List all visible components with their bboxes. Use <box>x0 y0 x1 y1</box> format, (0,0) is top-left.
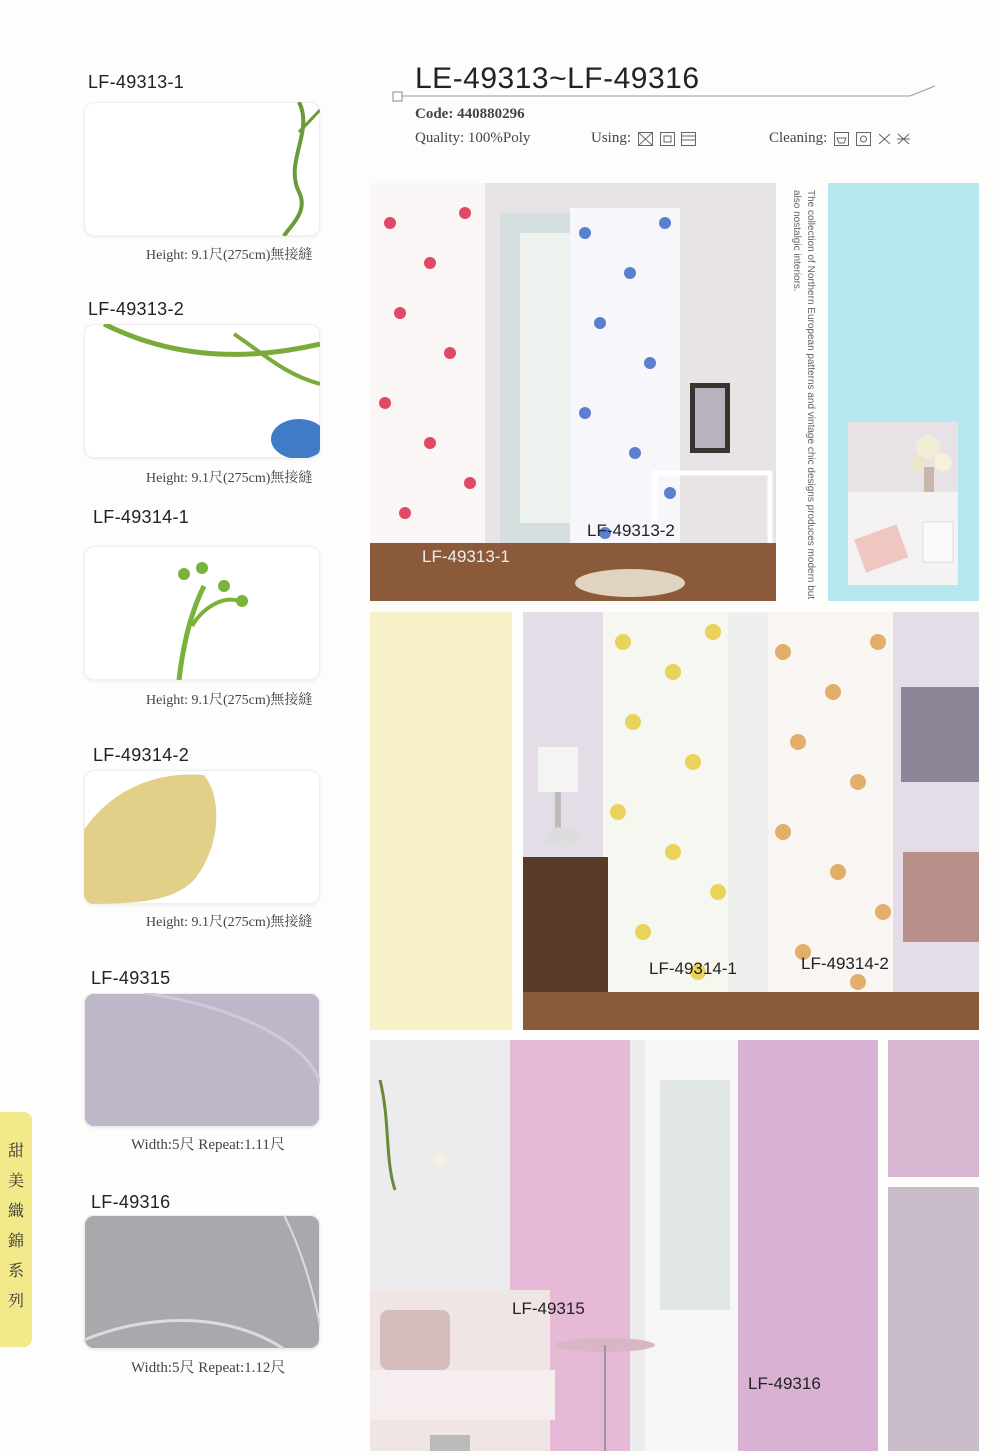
swatch-code: LF-49315 <box>91 968 171 988</box>
cleaning-label: Cleaning: <box>769 130 828 146</box>
swatch-code: LF-49314-1 <box>93 507 190 527</box>
swatch-note: Width:5尺 Repeat:1.11尺 <box>131 1137 285 1153</box>
inset-desk-photo <box>848 422 958 585</box>
hand-wash-icon <box>834 132 849 146</box>
side-tab-char: 織 <box>7 1201 24 1220</box>
swatch-note: Height: 9.1尺(275cm)無接縫 <box>146 248 313 263</box>
pink-color-panel <box>888 1040 979 1177</box>
swatch-code: LF-49314-2 <box>93 745 190 765</box>
series-side-tab <box>0 1112 32 1347</box>
cream-color-panel <box>370 612 512 1030</box>
swatch-code: LF-49313-1 <box>88 72 185 92</box>
no-bleach-icon <box>856 132 871 146</box>
no-iron-icon <box>878 133 891 145</box>
swatch-note: Height: 9.1尺(275cm)無接縫 <box>146 915 313 930</box>
quality-text: Quality: 100%Poly <box>415 130 531 146</box>
swatch-note: Width:5尺 Repeat:1.12尺 <box>131 1360 286 1376</box>
room-photo-1 <box>370 183 776 601</box>
curtain-icon <box>681 132 696 146</box>
header-rule <box>390 84 940 106</box>
side-tab-char: 列 <box>7 1291 24 1310</box>
using-group <box>591 130 696 147</box>
no-dry-clean-icon <box>897 133 910 145</box>
upholstery-icon <box>660 132 675 146</box>
room-photo-2 <box>523 612 979 1030</box>
room-photo-3 <box>370 1040 878 1451</box>
fabric-swatch-49313-1 <box>84 102 320 236</box>
photo-caption: LF-49313-2 <box>587 521 675 540</box>
photo-caption: LF-49314-2 <box>801 954 889 973</box>
photo-caption: LF-49316 <box>748 1374 821 1393</box>
product-code: Code: 440880296 <box>415 106 525 122</box>
side-tab-char: 甜 <box>7 1141 24 1160</box>
page-title: LE-49313~LF-49316 <box>415 62 700 95</box>
collection-description: The collection of Northern European patterns and vintage chic designs produces modern but also nostalgic interiors. <box>791 190 816 600</box>
side-tab-char: 美 <box>7 1171 24 1190</box>
photo-caption: LF-49313-1 <box>422 547 510 566</box>
photo-caption: LF-49314-1 <box>649 959 737 978</box>
side-tab-char: 錦 <box>7 1231 24 1250</box>
swatch-code: LF-49313-2 <box>88 299 185 319</box>
swatch-note: Height: 9.1尺(275cm)無接縫 <box>146 471 313 486</box>
mauve-color-panel <box>888 1187 979 1451</box>
fabric-swatch-49314-1 <box>84 546 320 680</box>
swatch-code: LF-49316 <box>91 1192 171 1212</box>
photo-caption: LF-49315 <box>512 1299 585 1318</box>
cleaning-group <box>769 130 910 147</box>
fabric-swatch-49316 <box>84 1215 320 1349</box>
no-tumble-icon <box>638 132 653 146</box>
side-tab-char: 系 <box>7 1261 24 1280</box>
using-label: Using: <box>591 130 632 146</box>
fabric-swatch-49314-2 <box>84 770 320 904</box>
swatch-note: Height: 9.1尺(275cm)無接縫 <box>146 693 313 708</box>
fabric-swatch-49315 <box>84 993 320 1127</box>
fabric-swatch-49313-2 <box>84 324 320 458</box>
